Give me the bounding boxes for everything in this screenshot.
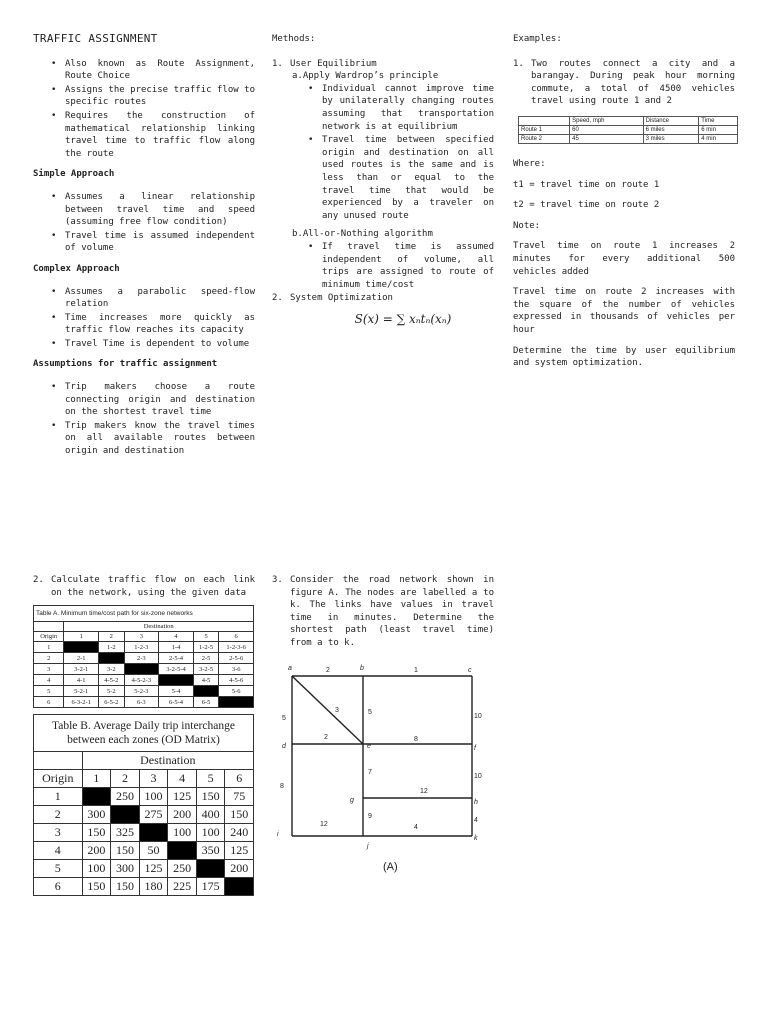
- speed-table-cell: Route 1: [519, 125, 570, 134]
- where-label: Where:: [513, 158, 546, 169]
- link-value: 8: [414, 736, 418, 743]
- methods-heading: Methods:: [272, 34, 316, 44]
- column-header: 3: [124, 632, 159, 642]
- table-cell: 300: [82, 806, 111, 824]
- example-1: [513, 58, 735, 108]
- table-cell: 1-2: [99, 642, 125, 653]
- table-cell: 2-3: [124, 653, 159, 664]
- table-b-od-matrix: [33, 714, 254, 896]
- road-network-figure: [272, 654, 498, 876]
- table-cell: 3-2-1: [64, 664, 99, 675]
- all-or-nothing-section: [272, 228, 494, 291]
- wardrop-section: [272, 70, 494, 222]
- table-cell: 1-4: [159, 642, 194, 653]
- note-route-2: Travel time on route 2 increases with the square of the number of vehicles expressed in thousands of vehicles per hour: [513, 287, 735, 335]
- examples-heading: Examples:: [513, 34, 562, 44]
- wardrop-list: [292, 83, 494, 223]
- table-a-min-path: [33, 605, 254, 708]
- speed-table-row: [519, 125, 738, 134]
- problem-number: 3.: [272, 575, 283, 585]
- problem-3-statement: [272, 574, 494, 650]
- row-header: 3: [34, 824, 83, 842]
- speed-table: [518, 116, 738, 144]
- table-cell: 125: [225, 842, 254, 860]
- complex-approach-list: [33, 286, 255, 351]
- table-cell: 2-5-4: [159, 653, 194, 664]
- table-cell: 1-2-3-6: [219, 642, 254, 653]
- diagonal-cell: [168, 842, 197, 860]
- node-label: h: [474, 799, 478, 806]
- row-header: 5: [34, 860, 83, 878]
- table-row: [34, 664, 254, 675]
- bullet-item: • Assigns the precise traffic flow to specific routes: [65, 84, 255, 109]
- origin-label: Origin: [34, 632, 64, 642]
- link-value: 7: [368, 769, 372, 776]
- diagonal-cell: [196, 860, 225, 878]
- complex-approach-heading: Complex Approach: [33, 263, 120, 274]
- table-row: [34, 686, 254, 697]
- diagonal-cell: [111, 806, 140, 824]
- column-header: 6: [219, 632, 254, 642]
- table-caption: Table A. Minimum time/cost path for six-zone networks: [33, 605, 254, 621]
- link-value: 2: [324, 734, 328, 741]
- table-cell: 5-2: [99, 686, 125, 697]
- problem-3-text: Consider the road network shown in figure A. The nodes are labelled a to k. The links have values in travel time in minutes. Determine the shortest path (least travel time) from a to k.: [290, 575, 494, 648]
- table-cell: 100: [139, 788, 168, 806]
- sub-letter: a.: [292, 71, 303, 82]
- column-header: 5: [193, 632, 219, 642]
- table-cell: 175: [196, 878, 225, 896]
- assumptions-heading: Assumptions for traffic assignment: [33, 359, 218, 370]
- all-or-nothing-list: [292, 241, 494, 291]
- table-cell: 75: [225, 788, 254, 806]
- row-header: 2: [34, 806, 83, 824]
- table-cell: 5-6: [219, 686, 254, 697]
- speed-table-cell: Route 2: [519, 134, 570, 143]
- table-cell: 6-5-2: [99, 697, 125, 708]
- table-cell: 240: [225, 824, 254, 842]
- column-header: 5: [196, 770, 225, 788]
- corner-cell: [34, 752, 83, 770]
- bullet-item: • Trip makers choose a route connecting origin and destination on the shortest travel time: [65, 381, 255, 419]
- link-value: 5: [368, 709, 372, 716]
- bullet-item: • Assumes a linear relationship between travel time and speed (assuming free flow condition): [65, 191, 255, 229]
- network-links: [292, 676, 472, 836]
- problem-3: [272, 574, 494, 650]
- column-header: 2: [99, 632, 125, 642]
- table-cell: 3-2-5-4: [159, 664, 194, 675]
- link-value: 12: [320, 821, 328, 828]
- node-label: d: [282, 743, 286, 750]
- example-1-text: Two routes connect a city and a barangay. During peak hour morning commute, a total of 4500 vehicles travel using route 1 and 2: [531, 58, 735, 107]
- diagonal-cell: [225, 878, 254, 896]
- node-label: i: [277, 831, 279, 838]
- table-cell: 250: [111, 788, 140, 806]
- destination-label: Destination: [64, 622, 254, 632]
- bullet-item: • If travel time is assumed independent of volume, all trips are assigned to route of minimum time/cost: [322, 241, 494, 291]
- diagonal-cell: [139, 824, 168, 842]
- bullet-item: • Time increases more quickly as traffic flow reaches its capacity: [65, 312, 255, 337]
- table-cell: 5-4: [159, 686, 194, 697]
- bullet-item: • Assumes a parabolic speed-flow relation: [65, 286, 255, 311]
- origin-label: Origin: [34, 770, 83, 788]
- link-value: 8: [280, 783, 284, 790]
- table-cell: 5-2-3: [124, 686, 159, 697]
- all-or-nothing-label: All-or-Nothing algorithm: [302, 229, 433, 240]
- bullet-item: • Requires the construction of mathematical relationship linking travel time to traffic flow along the route: [65, 110, 255, 160]
- link-value: 5: [282, 715, 286, 722]
- link-value: 10: [474, 773, 482, 780]
- table-row: [34, 860, 254, 878]
- table-row: [34, 675, 254, 686]
- bullet-item: • Also known as Route Assignment, Route Choice: [65, 58, 255, 83]
- problem-number: 2.: [33, 575, 44, 585]
- node-label: b: [360, 665, 364, 672]
- destination-label: Destination: [82, 752, 253, 770]
- table-caption: Table B. Average Daily trip interchange between each zones (OD Matrix): [33, 714, 254, 751]
- node-label: k: [474, 835, 478, 842]
- bullet-item: • Travel time between specified origin and destination on all used routes is the same and is less than or equal to the travel time that would be experienced by a traveler on any unused route: [322, 134, 494, 222]
- table-cell: 400: [196, 806, 225, 824]
- row-header: 6: [34, 697, 64, 708]
- row-header: 2: [34, 653, 64, 664]
- method-number: 1.: [272, 58, 283, 69]
- example-number: 1.: [513, 58, 524, 69]
- wardrop-label: Apply Wardrop’s principle: [302, 71, 439, 82]
- row-header: 5: [34, 686, 64, 697]
- table-cell: 180: [139, 878, 168, 896]
- table-cell: 225: [168, 878, 197, 896]
- intro-list: [33, 58, 255, 161]
- link-value: 10: [474, 713, 482, 720]
- column-examples: [513, 33, 735, 378]
- node-label: e: [367, 743, 371, 750]
- table-row: [34, 642, 254, 653]
- table-cell: 300: [111, 860, 140, 878]
- node-label: f: [474, 745, 476, 752]
- table-cell: 125: [168, 788, 197, 806]
- node-label: j: [367, 843, 369, 850]
- table-cell: 150: [82, 878, 111, 896]
- table-cell: 4-5-6: [219, 675, 254, 686]
- table-cell: 200: [168, 806, 197, 824]
- column-header: 4: [168, 770, 197, 788]
- column-header: 1: [64, 632, 99, 642]
- column-header: 4: [159, 632, 194, 642]
- table-cell: 4-5-2-3: [124, 675, 159, 686]
- table-cell: 4-5: [193, 675, 219, 686]
- table-cell: 275: [139, 806, 168, 824]
- table-cell: 100: [82, 860, 111, 878]
- table-cell: 6-3: [124, 697, 159, 708]
- row-header: 1: [34, 788, 83, 806]
- network-labels: [277, 665, 482, 850]
- bullet-item: • Trip makers know the travel times on all available routes between origin and destination: [65, 420, 255, 458]
- speed-table-header: Distance: [643, 116, 699, 125]
- table-cell: 1-2-5: [193, 642, 219, 653]
- diagonal-cell: [64, 642, 99, 653]
- method-label: User Equilibrium: [290, 58, 377, 69]
- row-header: 6: [34, 878, 83, 896]
- table-cell: 5-2-1: [64, 686, 99, 697]
- speed-table-cell: 3 miles: [643, 134, 699, 143]
- table-row: [34, 806, 254, 824]
- table-cell: 150: [82, 824, 111, 842]
- table-cell: 100: [196, 824, 225, 842]
- table-cell: 350: [196, 842, 225, 860]
- table-cell: 4-5-2: [99, 675, 125, 686]
- node-label: a: [288, 665, 292, 672]
- table-cell: 2-5-6: [219, 653, 254, 664]
- diagonal-cell: [219, 697, 254, 708]
- note-route-1: Travel time on route 1 increases 2 minutes for every additional 500 vehicles added: [513, 241, 735, 277]
- bullet-item: • Individual cannot improve time by unilaterally changing routes assuming that transportation network is at equilibrium: [322, 83, 494, 133]
- figure-caption: (A): [383, 861, 398, 873]
- diagonal-cell: [124, 664, 159, 675]
- column-header: 2: [111, 770, 140, 788]
- column-header: 6: [225, 770, 254, 788]
- problem-2-text: Calculate traffic flow on each link on the network, using the given data: [51, 575, 255, 598]
- diagonal-cell: [99, 653, 125, 664]
- bullet-item: • Travel Time is dependent to volume: [65, 338, 255, 351]
- table-cell: 4-1: [64, 675, 99, 686]
- link-value: 2: [326, 667, 330, 674]
- table-cell: 125: [139, 860, 168, 878]
- table-row: [34, 824, 254, 842]
- column-header: 3: [139, 770, 168, 788]
- simple-approach-list: [33, 191, 255, 255]
- table-cell: 150: [225, 806, 254, 824]
- table-cell: 200: [225, 860, 254, 878]
- column-methods: [272, 33, 494, 325]
- table-cell: 3-6: [219, 664, 254, 675]
- table-cell: 50: [139, 842, 168, 860]
- table-cell: 150: [196, 788, 225, 806]
- assumptions-list: [33, 381, 255, 458]
- table-cell: 150: [111, 878, 140, 896]
- row-header: 4: [34, 675, 64, 686]
- link-value: 1: [414, 667, 418, 674]
- table-cell: 6-5-4: [159, 697, 194, 708]
- note-label: Note:: [513, 220, 541, 231]
- column-header: 1: [82, 770, 111, 788]
- corner-cell: [34, 622, 64, 632]
- row-header: 4: [34, 842, 83, 860]
- table-row: [34, 697, 254, 708]
- speed-table-cell: 4 min: [699, 134, 738, 143]
- table-cell: 3-2: [99, 664, 125, 675]
- sub-letter: b.: [292, 229, 303, 240]
- row-header: 3: [34, 664, 64, 675]
- table-row: [34, 842, 254, 860]
- diagonal-cell: [193, 686, 219, 697]
- speed-table-cell: 6 miles: [643, 125, 699, 134]
- t2-definition: t2 = travel time on route 2: [513, 200, 660, 211]
- node-label: c: [468, 667, 472, 674]
- table-cell: 200: [82, 842, 111, 860]
- table-row: [34, 878, 254, 896]
- row-header: 1: [34, 642, 64, 653]
- table-cell: 100: [168, 824, 197, 842]
- table-cell: 1-2-3: [124, 642, 159, 653]
- simple-approach-heading: Simple Approach: [33, 169, 115, 180]
- bullet-item: • Travel time is assumed independent of volume: [65, 230, 255, 255]
- link-value: 4: [474, 817, 478, 824]
- table-cell: 325: [111, 824, 140, 842]
- speed-table-row: [519, 134, 738, 143]
- diagonal-cell: [159, 675, 194, 686]
- table-cell: 6-3-2-1: [64, 697, 99, 708]
- link-value: 9: [368, 813, 372, 820]
- table-row: [34, 653, 254, 664]
- page-title: TRAFFIC ASSIGNMENT: [33, 32, 158, 45]
- speed-table-cell: 6 min: [699, 125, 738, 134]
- method-number: 2.: [272, 293, 283, 304]
- speed-table-header: Time: [699, 116, 738, 125]
- speed-table-header: Speed, mph: [570, 116, 643, 125]
- speed-table-header: [519, 116, 570, 125]
- link-value: 3: [335, 707, 339, 714]
- table-cell: 3-2-5: [193, 664, 219, 675]
- node-label: g: [350, 797, 354, 804]
- t1-definition: t1 = travel time on route 1: [513, 179, 660, 190]
- table-cell: 2-5: [193, 653, 219, 664]
- problem-2: [33, 574, 255, 896]
- speed-table-cell: 60: [570, 125, 643, 134]
- method-label: System Optimization: [290, 293, 393, 304]
- method-system-optimization: [272, 292, 494, 305]
- table-cell: 2-1: [64, 653, 99, 664]
- column-traffic-assignment: [33, 33, 255, 464]
- table-row: [34, 788, 254, 806]
- determine-text: Determine the time by user equilibrium and system optimization.: [513, 345, 735, 369]
- speed-table-cell: 45: [570, 134, 643, 143]
- link-value: 12: [420, 788, 428, 795]
- problem-2-statement: [33, 574, 255, 599]
- table-cell: 250: [168, 860, 197, 878]
- system-optimization-formula: S(x) = ∑ xₙtₙ(xₙ): [354, 311, 452, 326]
- method-user-equilibrium: [272, 58, 494, 71]
- link-value: 4: [414, 824, 418, 831]
- diagonal-cell: [82, 788, 111, 806]
- table-cell: 6-5: [193, 697, 219, 708]
- table-cell: 150: [111, 842, 140, 860]
